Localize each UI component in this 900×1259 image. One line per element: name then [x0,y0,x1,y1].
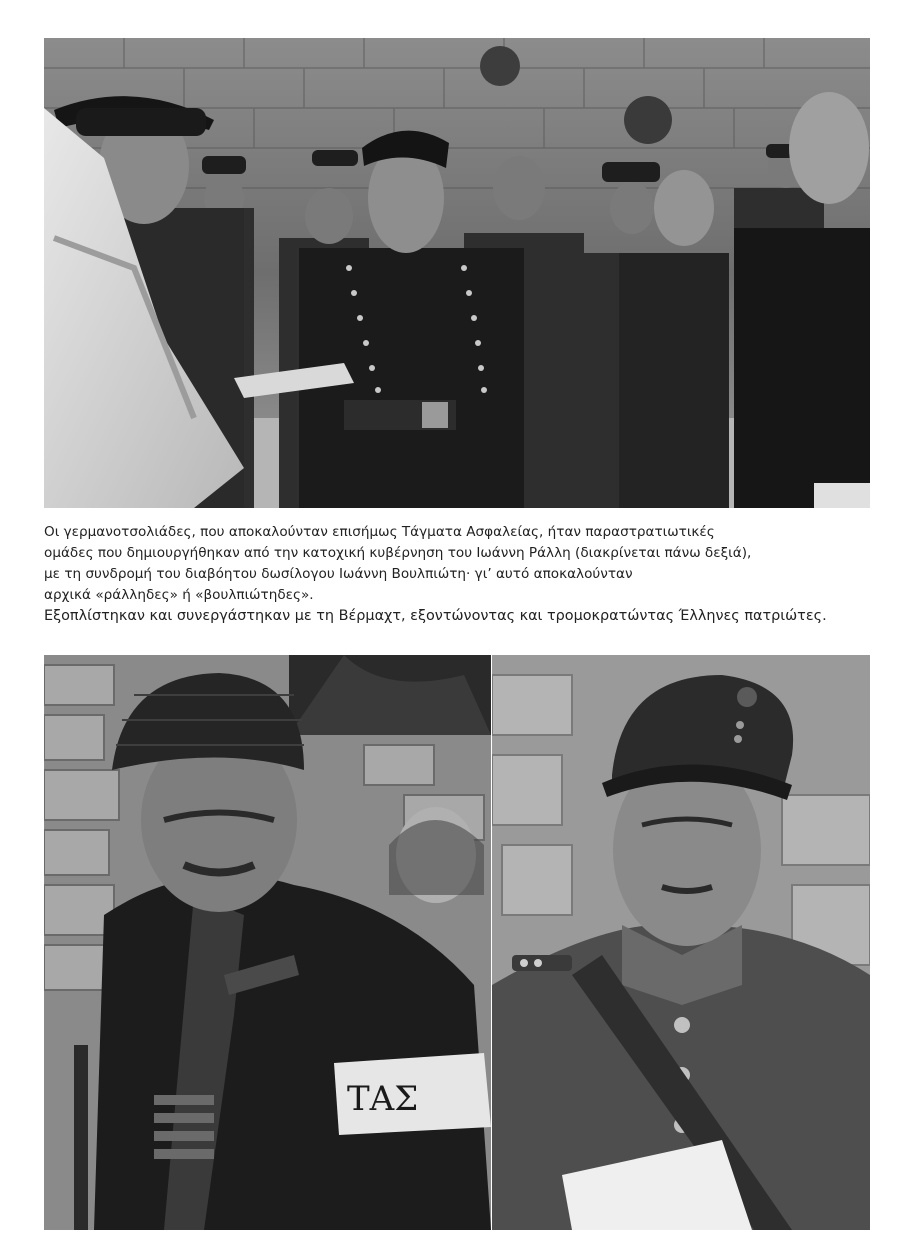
bottom-right-photo-drawing [492,655,870,1230]
top-photo [44,38,870,508]
caption-line: ομάδες που δημιουργήθηκαν από την κατοχική κυβέρνηση του Ιωάννη Ράλλη (διακρίνεται πάνω δεξιά), [44,545,752,561]
bottom-right-photo [492,655,870,1230]
caption-line: Οι γερμανοτσολιάδες, που αποκαλούνταν επισήμως Τάγματα Ασφαλείας, ήταν παραστρατιωτικές [44,524,715,540]
armband-text: ΤΑΣ [347,1079,419,1119]
bottom-left-photo-drawing [44,655,491,1230]
bottom-left-photo [44,655,491,1230]
caption-line: με τη συνδρομή του διαβόητου δωσίλογου Ιωάννη Βουλπιώτη· γι’ αυτό αποκαλούνταν [44,566,633,582]
photo-caption [44,522,870,627]
top-photo-drawing [44,38,870,508]
caption-line: αρχικά «ράλληδες» ή «βουλπιώτηδες». [44,587,314,603]
caption-line: Εξοπλίστηκαν και συνεργάστηκαν με τη Βέρμαχτ, εξοντώνοντας και τρομοκρατώντας Έλληνες πατριώτες. [44,608,827,624]
